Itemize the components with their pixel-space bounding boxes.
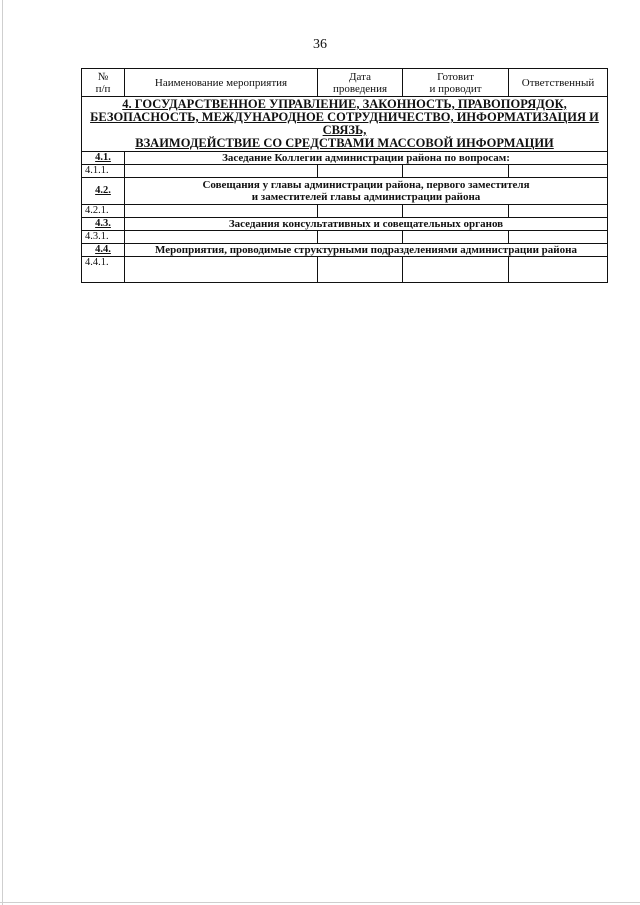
cell-responsible [509, 257, 608, 283]
events-table [81, 68, 608, 283]
header-prepares: Готовит и проводит [403, 69, 509, 97]
table-row [82, 178, 608, 205]
subsection-title: Мероприятия, проводимые структурными подразделениями администрации района [125, 244, 608, 257]
table-row [82, 218, 608, 231]
table-row [82, 257, 608, 283]
subsection-title: Совещания у главы администрации района, первого заместителя и заместителей главы администрации района [125, 178, 608, 205]
row-number: 4.1. [82, 152, 125, 165]
cell-responsible [509, 231, 608, 244]
scan-bottom-edge [0, 902, 640, 903]
row-number: 4.4.1. [82, 257, 125, 283]
row-number: 4.2. [82, 178, 125, 205]
header-date: Дата проведения [318, 69, 403, 97]
row-number: 4.1.1. [82, 165, 125, 178]
table-row [82, 231, 608, 244]
header-name: Наименование мероприятия [125, 69, 318, 97]
cell-name [125, 231, 318, 244]
cell-name [125, 257, 318, 283]
table-row [82, 152, 608, 165]
subsection-title: Заседания консультативных и совещательных органов [125, 218, 608, 231]
row-number: 4.2.1. [82, 205, 125, 218]
cell-prepares [403, 257, 509, 283]
cell-prepares [403, 231, 509, 244]
cell-date [318, 205, 403, 218]
cell-date [318, 231, 403, 244]
cell-responsible [509, 165, 608, 178]
section-row [82, 97, 608, 152]
table-row [82, 165, 608, 178]
subsection-title: Заседание Коллегии администрации района по вопросам: [125, 152, 608, 165]
section-title: 4. ГОСУДАРСТВЕННОЕ УПРАВЛЕНИЕ, ЗАКОННОСТЬ, ПРАВОПОРЯДОК, БЕЗОПАСНОСТЬ, МЕЖДУНАРОДНОЕ СОТРУДНИЧЕСТВО, ИНФОРМАТИЗАЦИЯ И СВЯЗЬ, ВЗАИМОДЕЙСТВИЕ СО СРЕДСТВАМИ МАССОВОЙ ИНФОРМАЦИИ [82, 97, 608, 152]
scan-left-edge [2, 0, 3, 905]
row-number: 4.4. [82, 244, 125, 257]
cell-name [125, 205, 318, 218]
header-num: № п/п [82, 69, 125, 97]
cell-date [318, 257, 403, 283]
cell-name [125, 165, 318, 178]
cell-prepares [403, 165, 509, 178]
table-row [82, 205, 608, 218]
cell-responsible [509, 205, 608, 218]
row-number: 4.3.1. [82, 231, 125, 244]
table-header-row [82, 69, 608, 97]
row-number: 4.3. [82, 218, 125, 231]
page-number: 36 [313, 37, 327, 52]
cell-prepares [403, 205, 509, 218]
header-responsible: Ответственный [509, 69, 608, 97]
table-row [82, 244, 608, 257]
cell-date [318, 165, 403, 178]
